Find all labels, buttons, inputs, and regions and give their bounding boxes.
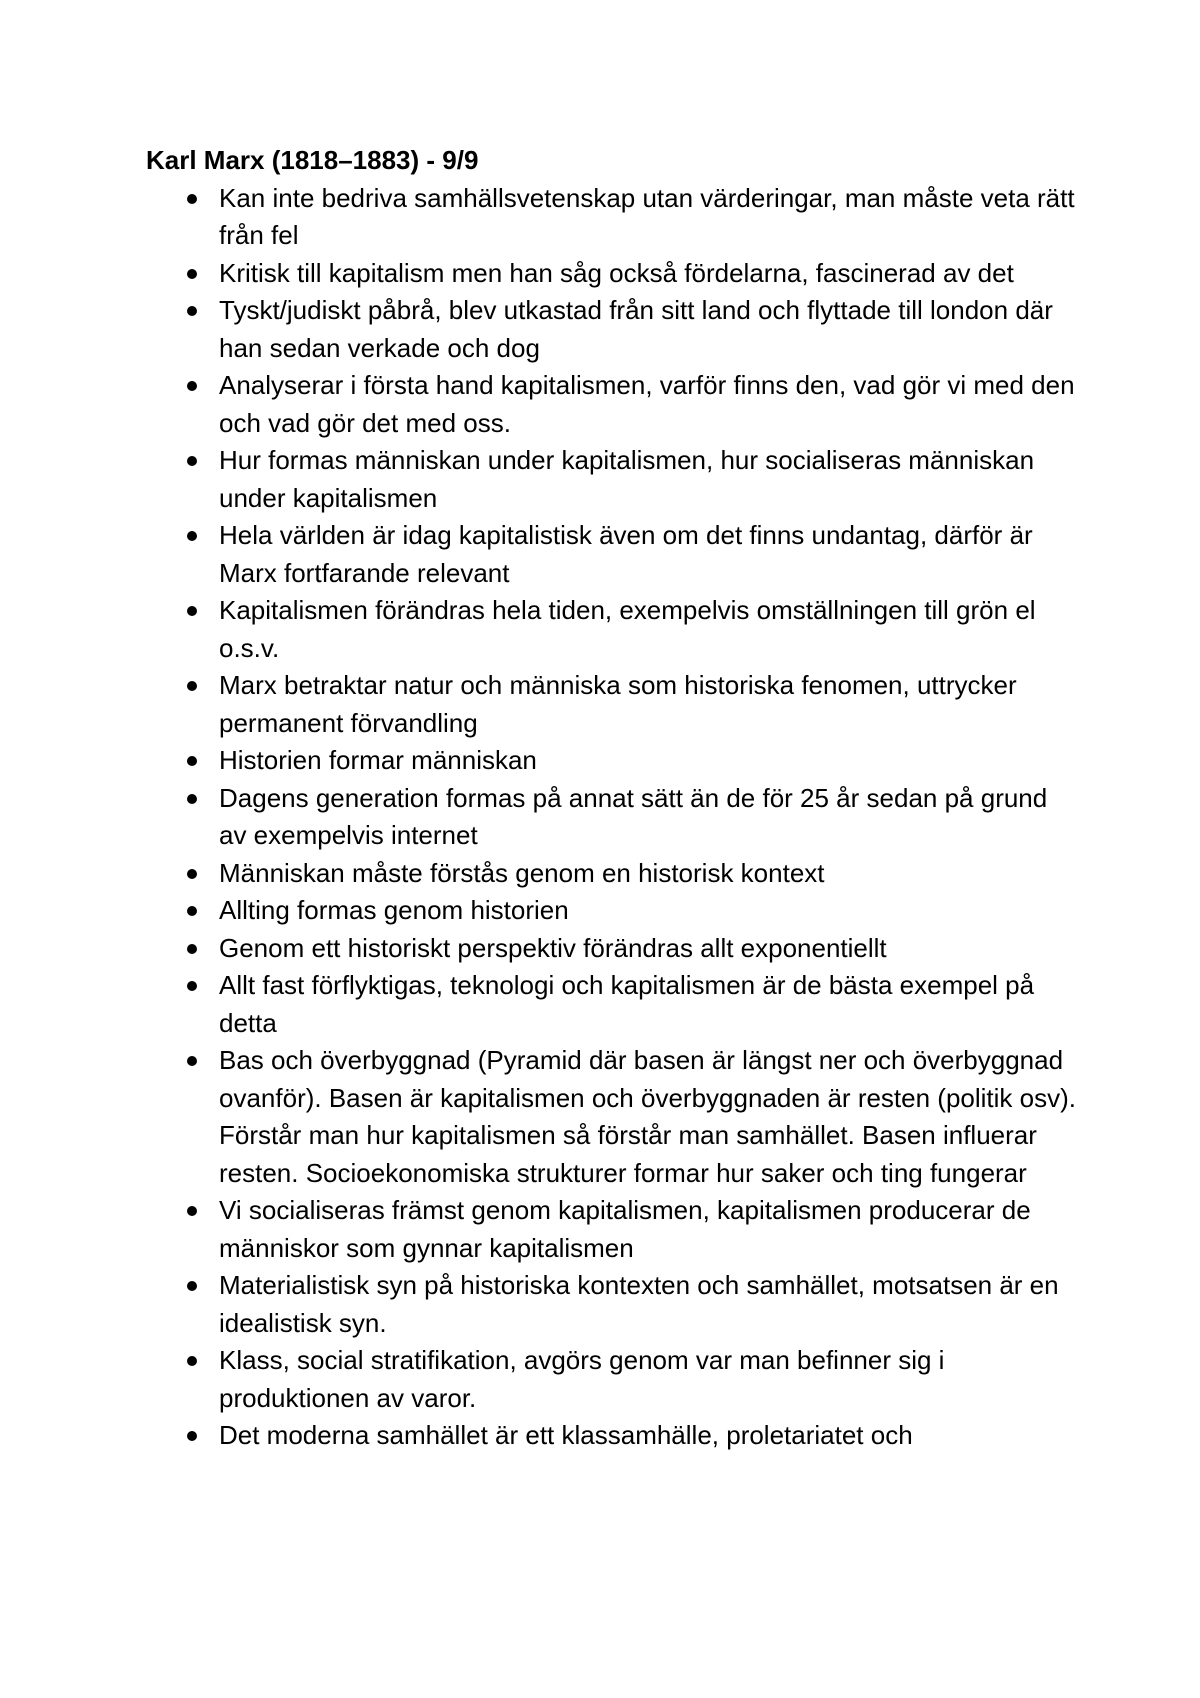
bullet-item (146, 1417, 1076, 1455)
bullet-dot-icon (187, 906, 197, 916)
bullet-list (146, 180, 1076, 1455)
bullet-text: Hela världen är idag kapitalistisk även om det finns undantag, därför är Marx fortfarande relevant (219, 520, 1033, 588)
bullet-text: Dagens generation formas på annat sätt än de för 25 år sedan på grund av exempelvis internet (219, 782, 1048, 850)
bullet-item (146, 180, 1076, 255)
bullet-dot-icon (187, 1281, 197, 1291)
bullet-item (146, 1342, 1076, 1417)
bullet-item (146, 517, 1076, 592)
bullet-text: Hur formas människan under kapitalismen, hur socialiseras människan under kapitalismen (219, 445, 1035, 513)
document-body (146, 142, 1076, 1455)
bullet-dot-icon (187, 531, 197, 541)
bullet-dot-icon (187, 1356, 197, 1366)
bullet-text: Allt fast förflyktigas, teknologi och kapitalismen är de bästa exempel på detta (219, 970, 1035, 1038)
bullet-item (146, 292, 1076, 367)
bullet-item (146, 442, 1076, 517)
bullet-item (146, 367, 1076, 442)
bullet-item (146, 1042, 1076, 1192)
document-title: Karl Marx (1818–1883) - 9/9 (146, 145, 479, 175)
bullet-item (146, 592, 1076, 667)
bullet-item (146, 1192, 1076, 1267)
bullet-dot-icon (187, 194, 197, 204)
bullet-text: Tyskt/judiskt påbrå, blev utkastad från sitt land och flyttade till london där han sedan verkade och dog (219, 295, 1053, 363)
bullet-text: Allting formas genom historien (219, 895, 569, 925)
bullet-dot-icon (187, 794, 197, 804)
bullet-dot-icon (187, 1206, 197, 1216)
bullet-text: Kritisk till kapitalism men han såg också fördelarna, fascinerad av det (219, 257, 1014, 288)
bullet-dot-icon (187, 944, 197, 954)
bullet-item (146, 967, 1076, 1042)
bullet-text: Kan inte bedriva samhällsvetenskap utan värderingar, man måste veta rätt från fel (219, 182, 1075, 250)
bullet-text: Människan måste förstås genom en historisk kontext (219, 857, 825, 888)
bullet-text: Bas och överbyggnad (Pyramid där basen är längst ner och överbyggnad ovanför). Basen är kapitalismen och överbyggnaden är resten (politik osv). Förstår man hur kapitalismen så förstår man samhället. Basen influerar resten. Socioekonomiska strukturer formar hur saker och ting fungerar (219, 1045, 1076, 1188)
bullet-dot-icon (187, 606, 197, 616)
bullet-dot-icon (187, 269, 197, 279)
bullet-dot-icon (187, 456, 197, 466)
bullet-item (146, 930, 1076, 968)
bullet-dot-icon (187, 306, 197, 316)
bullet-dot-icon (187, 1431, 197, 1441)
bullet-item (146, 255, 1076, 293)
bullet-text: Klass, social stratifikation, avgörs genom var man befinner sig i produktionen av varor. (219, 1345, 945, 1413)
bullet-text: Genom ett historiskt perspektiv förändras allt exponentiellt (219, 932, 887, 963)
bullet-dot-icon (187, 681, 197, 691)
bullet-item (146, 855, 1076, 893)
bullet-text: Analyserar i första hand kapitalismen, varför finns den, vad gör vi med den och vad gör det med oss. (219, 370, 1075, 438)
bullet-item (146, 667, 1076, 742)
bullet-item (146, 742, 1076, 780)
bullet-dot-icon (187, 381, 197, 391)
bullet-text: Kapitalismen förändras hela tiden, exempelvis omställningen till grön el o.s.v. (219, 595, 1036, 663)
bullet-text: Marx betraktar natur och människa som historiska fenomen, uttrycker permanent förvandling (219, 670, 1017, 738)
bullet-dot-icon (187, 981, 197, 991)
bullet-item (146, 780, 1076, 855)
bullet-dot-icon (187, 1056, 197, 1066)
bullet-text: Vi socialiseras främst genom kapitalismen, kapitalismen producerar de människor som gynnar kapitalismen (219, 1195, 1031, 1263)
bullet-text: Historien formar människan (219, 745, 537, 775)
bullet-text: Materialistisk syn på historiska kontexten och samhället, motsatsen är en idealistisk syn. (219, 1270, 1059, 1338)
bullet-dot-icon (187, 869, 197, 879)
bullet-dot-icon (187, 756, 197, 766)
bullet-item (146, 892, 1076, 930)
bullet-text: Det moderna samhället är ett klassamhälle, proletariatet och (219, 1420, 913, 1450)
bullet-item (146, 1267, 1076, 1342)
